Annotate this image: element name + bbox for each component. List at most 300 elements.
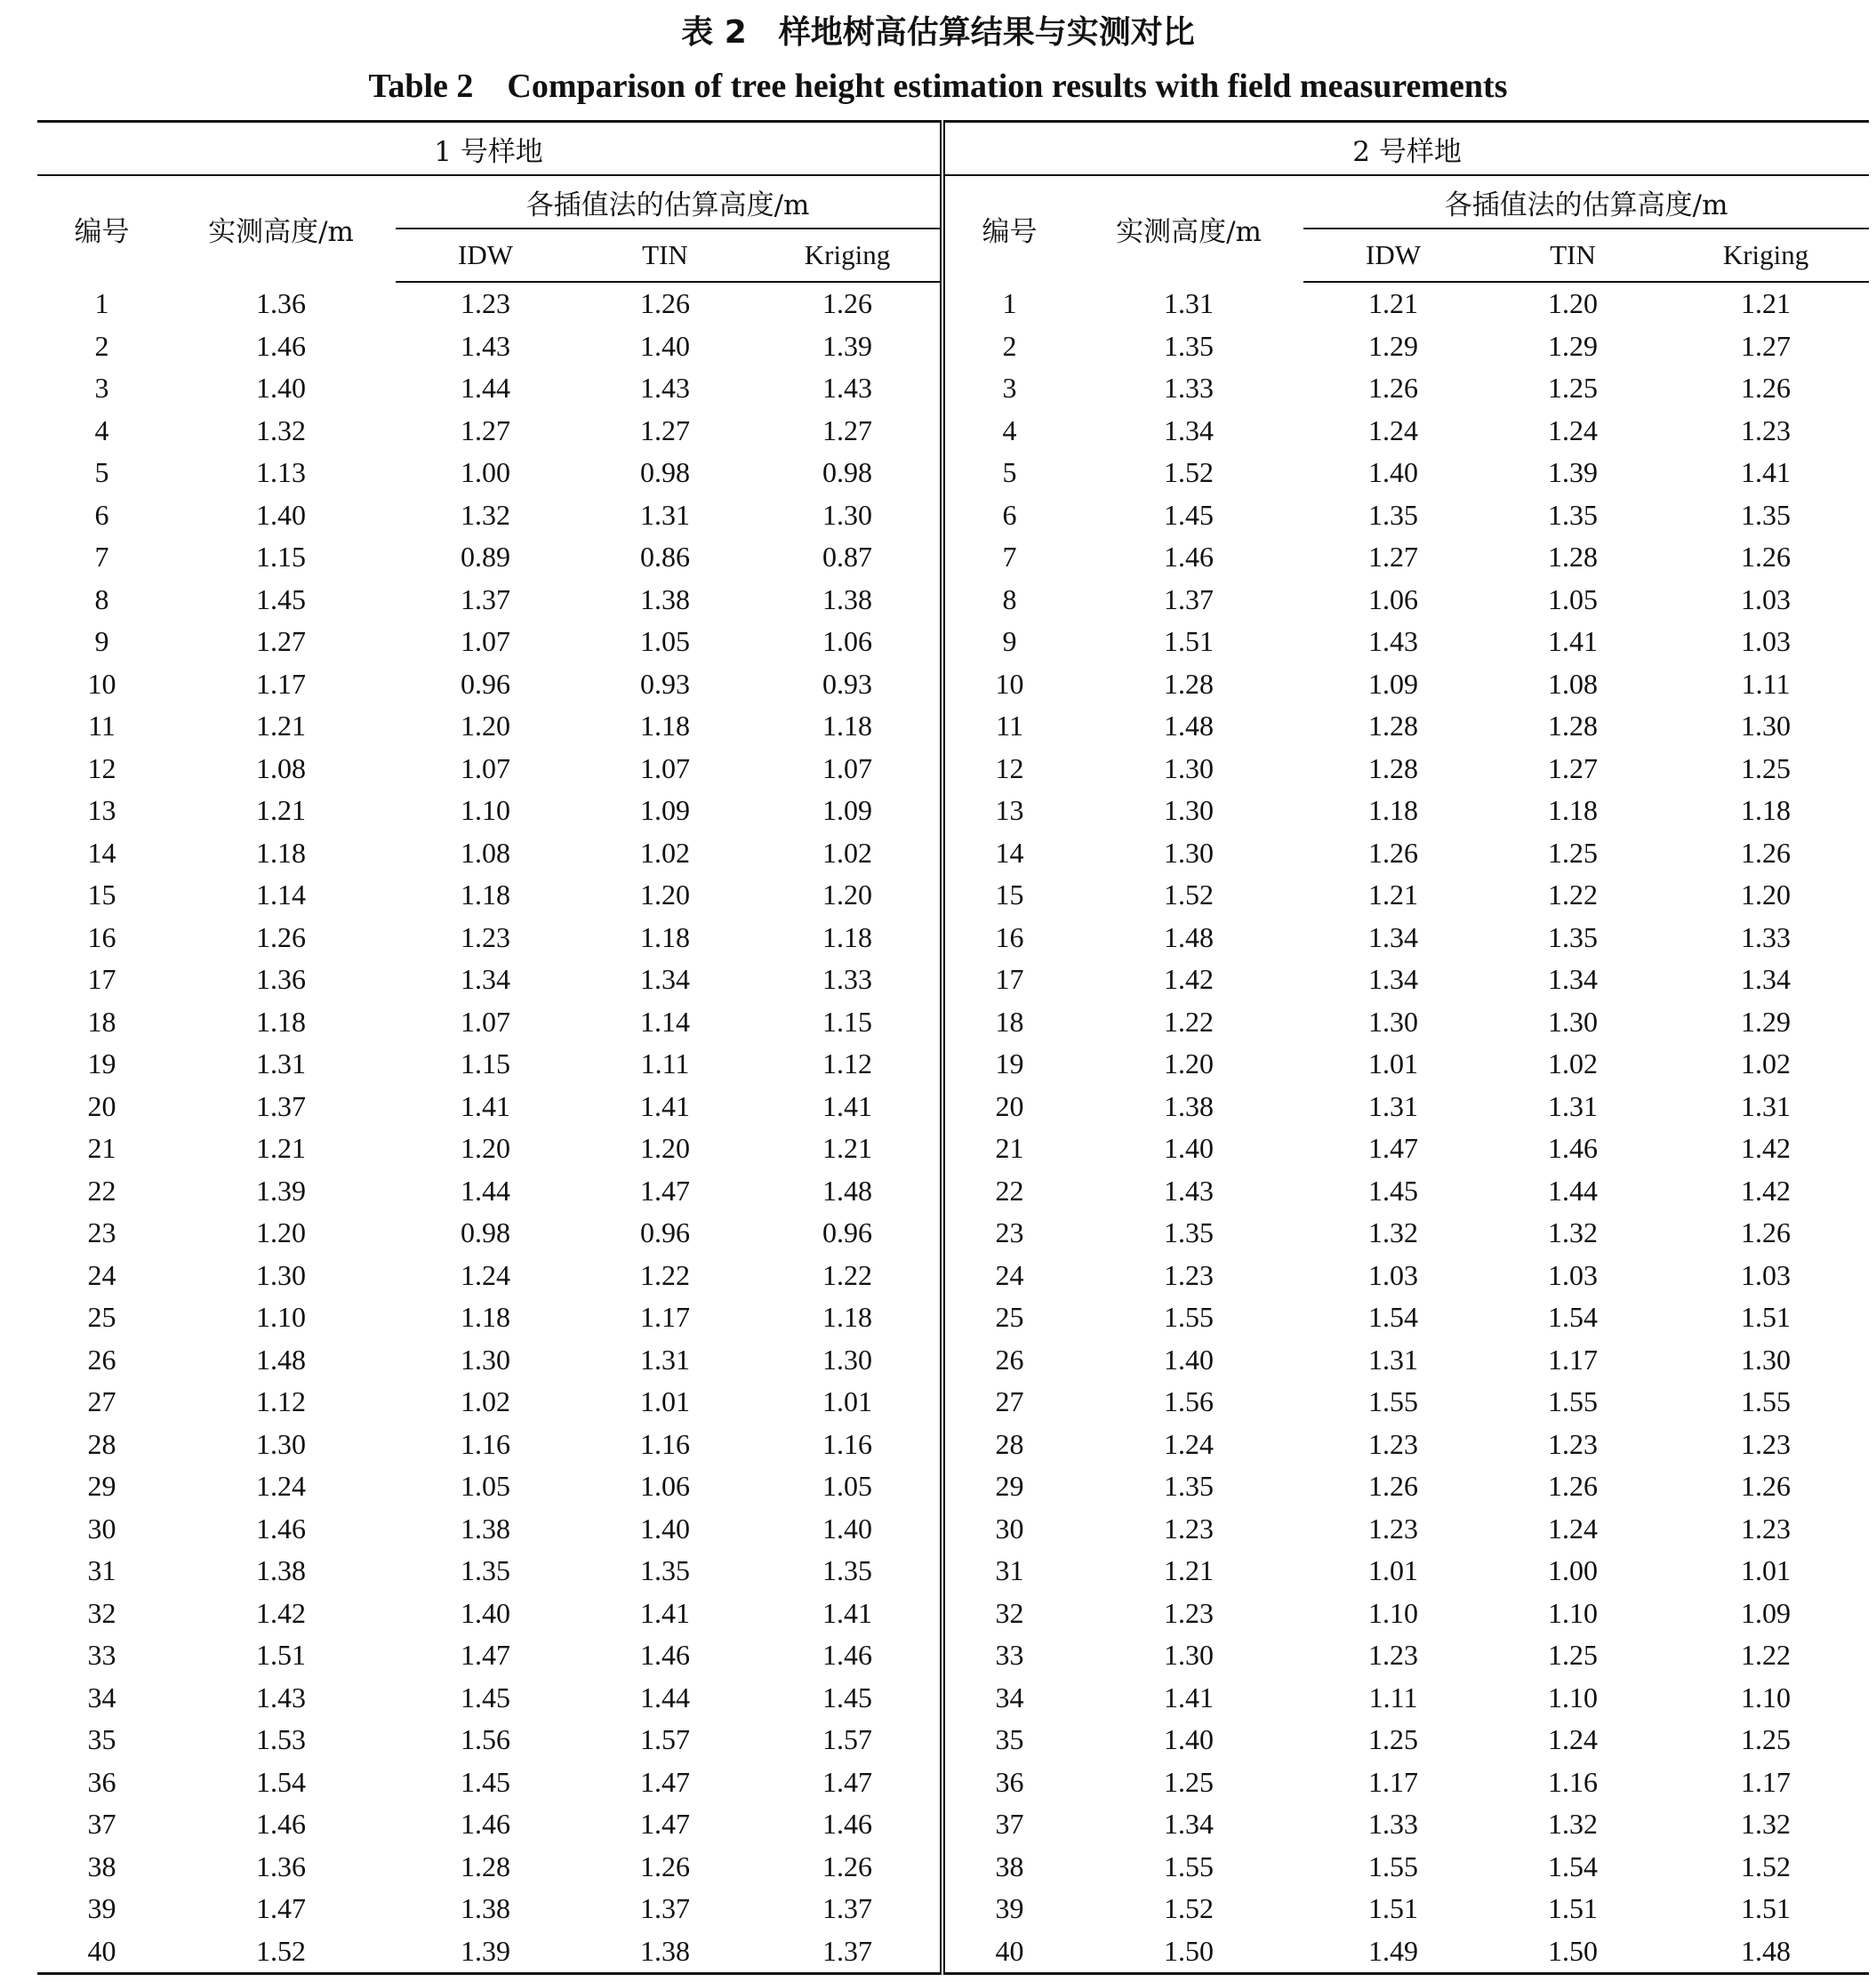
plot1-kriging-cell: 1.26 bbox=[755, 1846, 942, 1889]
plot1-measured-cell: 1.32 bbox=[256, 413, 306, 446]
plot2-measured-cell: 1.33 bbox=[1164, 372, 1215, 405]
comparison-table bbox=[37, 120, 1869, 1975]
table-caption-chinese: 表 2 样地树高估算结果与实测对比 bbox=[681, 14, 1195, 51]
plot2-tin-cell: 1.28 bbox=[1548, 541, 1599, 574]
plot1-id-cell: 26 bbox=[87, 1343, 116, 1376]
plot2-kriging-cell: 1.42 bbox=[1741, 1132, 1792, 1165]
plot2-id-cell: 23 bbox=[995, 1216, 1024, 1249]
plot1-tin-cell: 1.46 bbox=[640, 1639, 690, 1672]
plot1-tin-cell: 1.40 bbox=[640, 1512, 690, 1545]
plot1-tin-cell: 1.44 bbox=[640, 1681, 690, 1713]
plot1-measured-cell: 1.36 bbox=[256, 1850, 306, 1882]
plot2-id-cell: 11 bbox=[996, 710, 1023, 742]
plot1-kriging-cell: 1.20 bbox=[755, 874, 942, 917]
plot1-kriging-cell: 1.46 bbox=[755, 1634, 942, 1677]
plot2-id-cell: 22 bbox=[995, 1174, 1024, 1207]
table-row bbox=[37, 917, 1869, 959]
plot1-measured-cell: 1.45 bbox=[256, 582, 306, 615]
column-group-header-row bbox=[37, 175, 1869, 229]
plot1-kriging-cell: 1.57 bbox=[755, 1719, 942, 1761]
plot2-measured-cell: 1.23 bbox=[1164, 1512, 1215, 1545]
plot2-id-cell: 25 bbox=[995, 1301, 1024, 1334]
plot2-kriging-cell: 1.31 bbox=[1741, 1089, 1792, 1122]
table-row bbox=[37, 1719, 1869, 1761]
plot1-kriging-cell: 1.18 bbox=[755, 1296, 942, 1339]
plot1-measured-cell: 1.46 bbox=[256, 1808, 306, 1841]
plot2-kriging-cell: 1.29 bbox=[1741, 1005, 1792, 1038]
plot2-measured-cell: 1.55 bbox=[1164, 1850, 1215, 1882]
plot1-id-cell: 28 bbox=[87, 1427, 116, 1460]
plot1-measured-cell: 1.17 bbox=[256, 667, 306, 700]
plot1-idw-cell: 1.30 bbox=[461, 1343, 510, 1376]
plot1-kriging-cell: 1.21 bbox=[755, 1127, 942, 1170]
plot1-tin-cell: 1.34 bbox=[640, 963, 690, 996]
plot2-kriging-cell: 1.30 bbox=[1741, 710, 1792, 742]
plot2-kriging-cell: 1.03 bbox=[1741, 1258, 1792, 1291]
plot1-header: 1 号样地 bbox=[37, 122, 942, 176]
plot2-idw-cell: 1.54 bbox=[1368, 1301, 1419, 1334]
plot1-measured-cell: 1.14 bbox=[256, 879, 306, 911]
plot2-idw-cell: 1.45 bbox=[1368, 1174, 1419, 1207]
plot1-idw-cell: 1.08 bbox=[461, 836, 510, 869]
plot2-id-cell: 34 bbox=[995, 1681, 1024, 1713]
plot1-kriging-cell: 0.98 bbox=[755, 452, 942, 494]
plot1-kriging-cell: 1.43 bbox=[755, 367, 942, 410]
table-row bbox=[37, 1255, 1869, 1297]
plot1-idw-header: IDW bbox=[396, 229, 575, 282]
plot2-tin-cell: 1.05 bbox=[1548, 582, 1599, 615]
plot2-id-cell: 39 bbox=[995, 1892, 1024, 1925]
table-row bbox=[37, 1761, 1869, 1804]
plot2-measured-cell: 1.30 bbox=[1164, 794, 1215, 827]
plot1-measured-cell: 1.30 bbox=[256, 1258, 306, 1291]
plot2-kriging-cell: 1.35 bbox=[1741, 498, 1792, 531]
plot2-id-header: 编号 bbox=[982, 216, 1038, 248]
plot2-tin-cell: 1.32 bbox=[1548, 1808, 1599, 1841]
plot2-idw-cell: 1.32 bbox=[1368, 1216, 1419, 1249]
plot1-kriging-cell: 1.41 bbox=[755, 1086, 942, 1128]
plot2-id-cell: 14 bbox=[995, 836, 1024, 869]
plot2-id-cell: 29 bbox=[995, 1470, 1024, 1503]
plot1-tin-cell: 0.96 bbox=[640, 1216, 690, 1249]
plot2-kriging-cell: 1.09 bbox=[1741, 1596, 1792, 1629]
plot1-kriging-cell: 1.47 bbox=[755, 1761, 942, 1804]
plot1-id-cell: 6 bbox=[94, 498, 109, 531]
plot1-kriging-cell: 1.48 bbox=[755, 1170, 942, 1213]
plot1-tin-cell: 1.22 bbox=[640, 1258, 690, 1291]
plot1-idw-cell: 1.27 bbox=[461, 413, 510, 446]
plot2-measured-cell: 1.23 bbox=[1164, 1258, 1215, 1291]
plot2-id-cell: 20 bbox=[995, 1089, 1024, 1122]
plot1-id-cell: 32 bbox=[87, 1596, 116, 1629]
plot2-id-cell: 12 bbox=[995, 751, 1024, 784]
plot2-header: 2 号样地 bbox=[942, 122, 1869, 176]
plot2-kriging-cell: 1.23 bbox=[1741, 1427, 1792, 1460]
plot2-idw-cell: 1.23 bbox=[1368, 1427, 1419, 1460]
plot2-measured-cell: 1.20 bbox=[1164, 1047, 1215, 1080]
plot1-id-cell: 8 bbox=[94, 582, 109, 615]
plot2-measured-cell: 1.38 bbox=[1164, 1089, 1215, 1122]
plot1-id-cell: 19 bbox=[87, 1047, 116, 1080]
plot1-kriging-cell: 1.30 bbox=[755, 1339, 942, 1382]
plot2-tin-cell: 1.29 bbox=[1548, 329, 1599, 362]
plot1-idw-cell: 1.02 bbox=[461, 1385, 510, 1418]
plot2-id-cell: 6 bbox=[1002, 498, 1017, 531]
table-row bbox=[37, 579, 1869, 622]
plot1-tin-cell: 1.01 bbox=[640, 1385, 690, 1418]
plot2-idw-cell: 1.40 bbox=[1368, 456, 1419, 489]
plot2-measured-cell: 1.22 bbox=[1164, 1005, 1215, 1038]
plot2-kriging-cell: 1.17 bbox=[1741, 1765, 1792, 1798]
plot1-kriging-cell: 1.07 bbox=[755, 748, 942, 790]
plot1-measured-cell: 1.42 bbox=[256, 1596, 306, 1629]
table-row bbox=[37, 1043, 1869, 1086]
plot2-kriging-cell: 1.01 bbox=[1741, 1554, 1792, 1587]
plot1-id-cell: 29 bbox=[87, 1470, 116, 1503]
plot2-tin-cell: 1.35 bbox=[1548, 498, 1599, 531]
table-row bbox=[37, 536, 1869, 579]
plot1-idw-cell: 1.32 bbox=[461, 498, 510, 531]
plot1-kriging-cell: 1.37 bbox=[755, 1930, 942, 1974]
plot2-tin-cell: 1.44 bbox=[1548, 1174, 1599, 1207]
plot2-tin-cell: 1.32 bbox=[1548, 1216, 1599, 1249]
plot1-measured-cell: 1.51 bbox=[256, 1639, 306, 1672]
plot2-idw-cell: 1.25 bbox=[1368, 1723, 1419, 1756]
plot2-tin-cell: 1.18 bbox=[1548, 794, 1599, 827]
plot1-idw-cell: 1.05 bbox=[461, 1470, 510, 1503]
plot2-tin-cell: 1.35 bbox=[1548, 920, 1599, 953]
plot2-tin-cell: 1.16 bbox=[1548, 1765, 1599, 1798]
plot1-measured-cell: 1.21 bbox=[256, 794, 306, 827]
table-row bbox=[37, 790, 1869, 832]
plot2-tin-cell: 1.25 bbox=[1548, 1639, 1599, 1672]
plot1-measured-header: 实测高度/m bbox=[208, 216, 354, 248]
plot1-kriging-cell: 1.41 bbox=[755, 1593, 942, 1635]
plot1-measured-cell: 1.54 bbox=[256, 1765, 306, 1798]
plot1-idw-cell: 1.18 bbox=[461, 879, 510, 911]
plot2-id-cell: 8 bbox=[1002, 582, 1017, 615]
plot2-idw-cell: 1.18 bbox=[1368, 794, 1419, 827]
plot1-tin-cell: 1.31 bbox=[640, 1343, 690, 1376]
plot2-id-cell: 28 bbox=[995, 1427, 1024, 1460]
plot2-id-cell: 36 bbox=[995, 1765, 1024, 1798]
plot2-measured-cell: 1.34 bbox=[1164, 413, 1215, 446]
plot1-measured-cell: 1.39 bbox=[256, 1174, 306, 1207]
plot2-id-cell: 10 bbox=[995, 667, 1024, 700]
plot2-measured-cell: 1.40 bbox=[1164, 1723, 1215, 1756]
plot2-measured-cell: 1.35 bbox=[1164, 1470, 1215, 1503]
plot1-measured-cell: 1.36 bbox=[256, 286, 306, 319]
plot1-tin-cell: 1.07 bbox=[640, 751, 690, 784]
table-row bbox=[37, 621, 1869, 663]
plot2-tin-header: TIN bbox=[1483, 229, 1663, 282]
plot2-id-cell: 1 bbox=[1002, 286, 1017, 319]
plot2-idw-cell: 1.43 bbox=[1368, 625, 1419, 658]
plot1-tin-cell: 1.09 bbox=[640, 794, 690, 827]
plot1-kriging-cell: 1.27 bbox=[755, 410, 942, 453]
plot2-measured-cell: 1.45 bbox=[1164, 498, 1215, 531]
plot1-id-cell: 35 bbox=[87, 1723, 116, 1756]
plot1-kriging-cell: 1.37 bbox=[755, 1888, 942, 1930]
plot2-id-cell: 19 bbox=[995, 1047, 1024, 1080]
plot1-id-cell: 9 bbox=[94, 625, 109, 658]
plot1-id-cell: 14 bbox=[87, 836, 116, 869]
plot1-kriging-cell: 0.96 bbox=[755, 1212, 942, 1255]
plot1-id-cell: 3 bbox=[94, 372, 109, 405]
plot1-idw-cell: 1.07 bbox=[461, 1005, 510, 1038]
plot1-id-cell: 36 bbox=[87, 1765, 116, 1798]
plot1-tin-cell: 1.47 bbox=[640, 1765, 690, 1798]
plot1-idw-cell: 1.44 bbox=[461, 372, 510, 405]
plot1-idw-cell: 1.39 bbox=[396, 1930, 575, 1974]
plot1-tin-cell: 1.18 bbox=[640, 920, 690, 953]
table-row bbox=[37, 1593, 1869, 1635]
plot1-kriging-cell: 1.12 bbox=[755, 1043, 942, 1086]
table-row bbox=[37, 1127, 1869, 1170]
plot1-idw-cell: 0.98 bbox=[461, 1216, 510, 1249]
plot2-tin-cell: 1.25 bbox=[1548, 836, 1599, 869]
plot2-measured-cell: 1.48 bbox=[1164, 710, 1215, 742]
plot2-id-cell: 35 bbox=[995, 1723, 1024, 1756]
plot1-id-cell: 38 bbox=[87, 1850, 116, 1882]
plot2-idw-cell: 1.55 bbox=[1368, 1850, 1419, 1882]
plot2-idw-cell: 1.30 bbox=[1368, 1005, 1419, 1038]
plot2-tin-cell: 1.02 bbox=[1548, 1047, 1599, 1080]
plot1-kriging-cell: 1.40 bbox=[755, 1508, 942, 1551]
plot2-measured-cell: 1.46 bbox=[1164, 541, 1215, 574]
plot2-kriging-cell: 1.20 bbox=[1741, 879, 1792, 911]
plot1-idw-cell: 1.46 bbox=[461, 1808, 510, 1841]
plot2-tin-cell: 1.20 bbox=[1548, 287, 1599, 320]
plot1-idw-cell: 1.07 bbox=[461, 625, 510, 658]
plot2-tin-cell: 1.30 bbox=[1548, 1005, 1599, 1038]
table-row bbox=[37, 452, 1869, 494]
plot2-idw-cell: 1.26 bbox=[1368, 836, 1419, 869]
plot1-kriging-cell: 1.01 bbox=[755, 1381, 942, 1424]
plot2-measured-cell: 1.55 bbox=[1164, 1301, 1215, 1334]
plot1-measured-cell: 1.13 bbox=[256, 456, 306, 489]
plot2-idw-cell: 1.09 bbox=[1368, 667, 1419, 700]
plot1-tin-cell: 1.05 bbox=[640, 625, 690, 658]
plot1-measured-cell: 1.43 bbox=[256, 1681, 306, 1713]
plot2-tin-cell: 1.31 bbox=[1548, 1089, 1599, 1122]
plot1-id-cell: 1 bbox=[94, 286, 109, 319]
plot2-kriging-cell: 1.26 bbox=[1741, 836, 1792, 869]
plot2-idw-cell: 1.31 bbox=[1368, 1343, 1419, 1376]
plot1-measured-cell: 1.52 bbox=[166, 1930, 396, 1974]
plot1-kriging-cell: 0.93 bbox=[755, 663, 942, 706]
plot1-tin-header: TIN bbox=[575, 229, 755, 282]
plot1-idw-cell: 1.23 bbox=[461, 920, 510, 953]
plot2-measured-cell: 1.30 bbox=[1164, 1639, 1215, 1672]
plot1-id-cell: 7 bbox=[94, 541, 109, 574]
plot2-id-cell: 30 bbox=[995, 1512, 1024, 1545]
plot2-tin-cell: 1.00 bbox=[1548, 1554, 1599, 1587]
plot2-kriging-cell: 1.26 bbox=[1741, 372, 1792, 405]
plot2-measured-cell: 1.25 bbox=[1164, 1765, 1215, 1798]
plot2-kriging-cell: 1.23 bbox=[1741, 413, 1792, 446]
plot1-measured-cell: 1.21 bbox=[256, 710, 306, 742]
table-row bbox=[37, 325, 1869, 368]
plot1-id-cell: 33 bbox=[87, 1639, 116, 1672]
plot1-tin-cell: 1.18 bbox=[640, 710, 690, 742]
plot1-tin-cell: 1.38 bbox=[640, 582, 690, 615]
plot1-measured-cell: 1.46 bbox=[256, 1512, 306, 1545]
table-row bbox=[37, 832, 1869, 875]
plot1-measured-cell: 1.12 bbox=[256, 1385, 306, 1418]
plot1-id-cell: 20 bbox=[87, 1089, 116, 1122]
plot1-measured-cell: 1.38 bbox=[256, 1554, 306, 1587]
plot2-measured-cell: 1.48 bbox=[1164, 920, 1215, 953]
plot1-id-cell: 34 bbox=[87, 1681, 116, 1713]
plot1-tin-cell: 1.35 bbox=[640, 1554, 690, 1587]
plot2-id-cell: 7 bbox=[1002, 541, 1017, 574]
plot2-idw-cell: 1.26 bbox=[1368, 1470, 1419, 1503]
plot2-tin-cell: 1.39 bbox=[1548, 456, 1599, 489]
plot2-idw-cell: 1.34 bbox=[1368, 920, 1419, 953]
plot2-idw-cell: 1.24 bbox=[1368, 413, 1419, 446]
plot1-idw-cell: 0.89 bbox=[461, 541, 510, 574]
plot1-idw-cell: 1.40 bbox=[461, 1596, 510, 1629]
plot2-id-cell: 2 bbox=[1002, 329, 1017, 362]
table-row bbox=[37, 1381, 1869, 1424]
plot1-measured-cell: 1.18 bbox=[256, 836, 306, 869]
plot1-id-cell: 12 bbox=[87, 751, 116, 784]
plot2-measured-cell: 1.56 bbox=[1164, 1385, 1215, 1418]
plot1-id-cell: 21 bbox=[87, 1132, 116, 1165]
plot1-idw-cell: 1.47 bbox=[461, 1639, 510, 1672]
plot2-measured-cell: 1.30 bbox=[1164, 751, 1215, 784]
plot2-kriging-cell: 1.51 bbox=[1741, 1892, 1792, 1925]
plot2-kriging-cell: 1.18 bbox=[1741, 794, 1792, 827]
plot1-kriging-cell: 1.02 bbox=[755, 832, 942, 875]
plot1-idw-cell: 1.38 bbox=[461, 1892, 510, 1925]
plot1-measured-cell: 1.30 bbox=[256, 1427, 306, 1460]
plot1-idw-cell: 1.07 bbox=[461, 751, 510, 784]
plot1-id-cell: 31 bbox=[87, 1554, 116, 1587]
plot2-idw-cell: 1.28 bbox=[1368, 751, 1419, 784]
table-row bbox=[37, 1634, 1869, 1677]
plot2-tin-cell: 1.27 bbox=[1548, 751, 1599, 784]
table-row bbox=[37, 410, 1869, 453]
plot1-id-cell: 11 bbox=[88, 710, 116, 742]
table-row bbox=[37, 1888, 1869, 1930]
plot2-tin-cell: 1.54 bbox=[1548, 1850, 1599, 1882]
plot2-id-cell: 16 bbox=[995, 920, 1024, 953]
plot2-measured-cell: 1.43 bbox=[1164, 1174, 1215, 1207]
plot2-kriging-cell: 1.42 bbox=[1741, 1174, 1792, 1207]
plot1-tin-cell: 1.47 bbox=[640, 1808, 690, 1841]
plot2-idw-cell: 1.35 bbox=[1368, 498, 1419, 531]
plot1-kriging-cell: 1.22 bbox=[755, 1255, 942, 1297]
plot2-measured-cell: 1.37 bbox=[1164, 582, 1215, 615]
plot1-idw-cell: 1.00 bbox=[461, 456, 510, 489]
table-row bbox=[37, 282, 1869, 325]
plot1-tin-cell: 1.14 bbox=[640, 1005, 690, 1038]
plot1-measured-cell: 1.36 bbox=[256, 963, 306, 996]
plot1-id-cell: 37 bbox=[87, 1808, 116, 1841]
plot1-kriging-cell: 1.18 bbox=[755, 705, 942, 748]
table-row bbox=[37, 1086, 1869, 1128]
plot1-tin-cell: 1.41 bbox=[640, 1596, 690, 1629]
plot2-measured-cell: 1.24 bbox=[1164, 1427, 1215, 1460]
plot1-kriging-cell: 1.38 bbox=[755, 579, 942, 622]
plot2-id-cell: 5 bbox=[1002, 456, 1017, 489]
plot1-id-cell: 16 bbox=[87, 920, 116, 953]
plot1-id-cell: 17 bbox=[87, 963, 116, 996]
plot2-idw-cell: 1.23 bbox=[1368, 1639, 1419, 1672]
plot2-tin-cell: 1.24 bbox=[1548, 413, 1599, 446]
plot2-idw-cell: 1.33 bbox=[1368, 1808, 1419, 1841]
plot2-tin-cell: 1.28 bbox=[1548, 710, 1599, 742]
plot2-measured-cell: 1.41 bbox=[1164, 1681, 1215, 1713]
plot2-id-cell: 31 bbox=[995, 1554, 1024, 1587]
plot2-tin-cell: 1.10 bbox=[1548, 1681, 1599, 1713]
plot1-measured-cell: 1.53 bbox=[256, 1723, 306, 1756]
plot1-measured-cell: 1.40 bbox=[256, 498, 306, 531]
plot2-measured-cell: 1.51 bbox=[1164, 625, 1215, 658]
plot1-kriging-cell: 1.46 bbox=[755, 1803, 942, 1846]
plot1-idw-cell: 1.23 bbox=[461, 287, 510, 320]
plot2-id-cell: 4 bbox=[1002, 413, 1017, 446]
plot2-kriging-cell: 1.22 bbox=[1741, 1639, 1792, 1672]
plot1-idw-cell: 1.43 bbox=[461, 329, 510, 362]
table-caption-english: Table 2 Comparison of tree height estimation results with field measurements bbox=[368, 68, 1508, 105]
plot1-id-cell: 25 bbox=[87, 1301, 116, 1334]
plot2-tin-cell: 1.24 bbox=[1548, 1723, 1599, 1756]
plot1-measured-cell: 1.21 bbox=[256, 1132, 306, 1165]
plot1-measured-cell: 1.26 bbox=[256, 920, 306, 953]
plot2-id-cell: 26 bbox=[995, 1343, 1024, 1376]
plot2-tin-cell: 1.51 bbox=[1548, 1892, 1599, 1925]
plot2-idw-cell: 1.17 bbox=[1368, 1765, 1419, 1798]
plot2-idw-cell: 1.01 bbox=[1368, 1554, 1419, 1587]
plot2-kriging-cell: 1.26 bbox=[1741, 1216, 1792, 1249]
plot2-tin-cell: 1.50 bbox=[1483, 1930, 1663, 1974]
plot2-kriging-header: Kriging bbox=[1663, 229, 1869, 282]
table-row bbox=[37, 748, 1869, 790]
plot1-kriging-cell: 1.05 bbox=[755, 1465, 942, 1508]
plot2-tin-cell: 1.41 bbox=[1548, 625, 1599, 658]
plot1-kriging-cell: 1.06 bbox=[755, 621, 942, 663]
plot1-idw-cell: 1.35 bbox=[461, 1554, 510, 1587]
plot1-idw-cell: 1.10 bbox=[461, 794, 510, 827]
plot2-measured-cell: 1.28 bbox=[1164, 667, 1215, 700]
plot1-kriging-cell: 1.39 bbox=[755, 325, 942, 368]
plot2-measured-cell: 1.52 bbox=[1164, 456, 1215, 489]
plot1-measured-cell: 1.31 bbox=[256, 1047, 306, 1080]
plot2-idw-cell: 1.31 bbox=[1368, 1089, 1419, 1122]
plot1-measured-cell: 1.24 bbox=[256, 1470, 306, 1503]
plot1-tin-cell: 1.20 bbox=[640, 1132, 690, 1165]
plot2-idw-cell: 1.49 bbox=[1303, 1930, 1483, 1974]
plot1-id-cell: 24 bbox=[87, 1258, 116, 1291]
plot2-measured-cell: 1.50 bbox=[1074, 1930, 1303, 1974]
plot1-id-cell: 18 bbox=[87, 1005, 116, 1038]
table-row bbox=[37, 1339, 1869, 1382]
plot2-idw-cell: 1.34 bbox=[1368, 963, 1419, 996]
table-row bbox=[37, 1846, 1869, 1889]
plot2-kriging-cell: 1.10 bbox=[1741, 1681, 1792, 1713]
plot2-id-cell: 21 bbox=[995, 1132, 1024, 1165]
plot2-kriging-cell: 1.41 bbox=[1741, 456, 1792, 489]
plot2-kriging-cell: 1.03 bbox=[1741, 625, 1792, 658]
plot1-tin-cell: 1.06 bbox=[640, 1470, 690, 1503]
plot2-estimated-header: 各插值法的估算高度/m bbox=[1303, 175, 1869, 229]
plot2-kriging-cell: 1.34 bbox=[1741, 963, 1792, 996]
plot2-idw-cell: 1.21 bbox=[1368, 879, 1419, 911]
plot2-id-cell: 3 bbox=[1002, 372, 1017, 405]
